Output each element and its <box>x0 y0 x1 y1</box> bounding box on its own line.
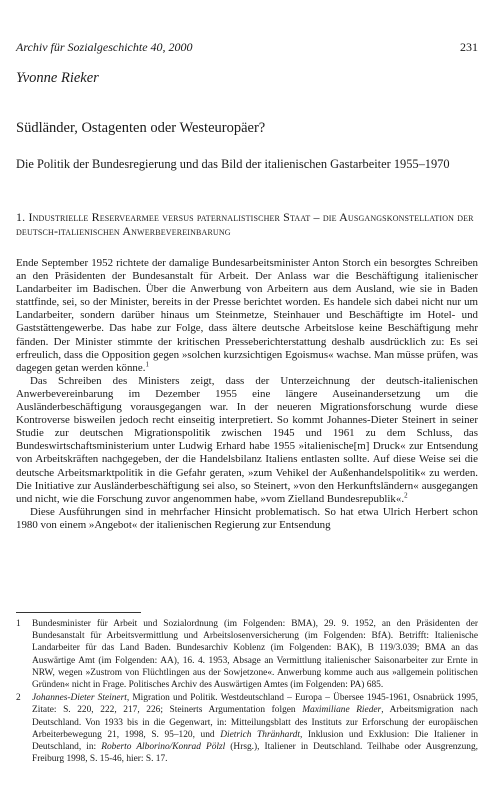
footnote-text: Bundesminister für Arbeit und Sozialordnung (im Folgenden: BMA), 29. 9. 1952, an den Präsidenten der Bundesanstalt für Arbeitsvermittlung und Arbeitslosenversicherung (im Folgenden: BfA). Betrifft: Italienische Landarbeiter für das Land Baden. Bundesarchiv Koblenz (im Folgenden: BAK), B 119/3.039; BMA an das Auswärtige Amt (im Folgenden: AA), 16. 4. 1953, Absage an Vermittlung italienischer Saisonarbeiter zur Ernte in NRW, wegen »Zustrom von Flüchtlingen aus der Sowjetzone«. Anwerbung komme auch aus »allgemein politischen Gründen« nicht in Frage. Politisches Archiv des Auswärtigen Amtes (im Folgenden: PA) 685. <box>32 619 478 691</box>
author-name: Yvonne Rieker <box>16 70 99 86</box>
footnote-divider <box>16 612 141 613</box>
section-heading-text: 1. Industrielle Reservearmee versus paternalistischer Staat – die Ausgangskonstellation der deutsch-italienischen Anwerbevereinbarung <box>16 210 474 238</box>
footnote-number: 1 <box>16 619 21 629</box>
paragraph-text: Ende September 1952 richtete der damalige Bundesarbeitsminister Anton Storch ein besorgtes Schreiben an den Präsidenten der Bundesanstalt für Arbeit. Der Anlass war die Beschäftigung italienischer Landarbeiter im Badischen. Über die Anwerbung von Arbeitern aus dem Ausland, wie sie in Baden stattfinde, sei, so der Minister, bereits in der Presse berichtet worden. Es handele sich dabei nicht nur um Landarbeiter, sondern darüber hinaus um Steinmetze, Steinhauer und Beschäftigte im Hotel- und Gaststättengewerbe. Das habe zur Folge, dass ältere deutsche Arbeitslose keine Beschäftigung mehr fänden. Der Minister stimmte der kritischen Presseberichterstattung deshalb ausdrücklich zu: Es sei erfreulich, dass die Opposition gegen »solchen kurzsichtigen Egoismus« wachse. Man müsse prüfen, was dagegen getan werden könne. <box>16 257 478 374</box>
footnote-number: 2 <box>16 693 21 704</box>
footnote <box>16 692 478 765</box>
footnotes <box>16 618 478 765</box>
footnote-segment: Dietrich Thränhardt <box>220 729 300 740</box>
footnote-ref[interactable]: 2 <box>404 491 408 500</box>
paragraph-text: Das Schreiben des Ministers zeigt, dass der Unterzeichnung der deutsch-italienischen Anwerbevereinbarung im Dezember 1955 eine längere Auseinandersetzung um die Ausländerbeschäftigung vorausgegangen war. In der neueren Migrationsforschung wurde diese Kontroverse bisweilen jedoch recht einseitig interpretiert. So kommt Johannes-Dieter Steinert in seiner Studie zur deutschen Migrationspolitik zwischen 1945 und 1961 zu dem Schluss, das Bundeswirtschaftsministerium unter Ludwig Erhard habe 1955 »italienische[m] Druck« zur Entsendung von Arbeitskräften nachgegeben, der die Handelsbilanz Italiens entlasten sollte. Auf diese Weise sei die deutsche Arbeitsmarktpolitik in die Gefahr geraten, »zum Vehikel der Außenhandelspolitik« zu werden. Die Initiative zur Ausländerbeschäftigung sei also, so Steinert, »von den Herkunftsländern« ausgegangen und nicht, wie die Forschung zuvor angenommen habe, »vom Zielland Bundesrepublik«. <box>16 374 478 505</box>
page-number: 231 <box>460 40 478 54</box>
footnote-segment: , Inklusion und Exklusion: Die Italiener in Deutschland, in: <box>32 729 479 753</box>
article-title: Südländer, Ostagenten oder Westeuropäer? <box>16 120 266 136</box>
footnote-segment: , Arbeitsmigration nach Deutschland. Von 1933 bis in die Gegenwart, in: Mitteilungsblatt des Instituts zur Erforschung der europäischen Arbeiterbewegung 21, 1998, S. 95–120, und <box>32 705 478 740</box>
body-text <box>16 257 478 532</box>
journal-reference: Archiv für Sozialgeschichte 40, 2000 <box>16 40 193 54</box>
section-heading <box>16 211 478 239</box>
paragraph-text: Diese Ausführungen sind in mehrfacher Hinsicht problematisch. So hat etwa Ulrich Herbert schon 1980 von einem »Angebot« der italienischen Regierung zur Entsendung <box>16 505 478 531</box>
footnote-segment: Johannes-Dieter Steinert <box>32 693 127 704</box>
footnote-segment: Maximiliane Rieder <box>302 705 382 716</box>
running-header <box>16 40 478 55</box>
paragraph <box>16 257 478 375</box>
footnote-segment: Roberto Alborino/Konrad Pölzl <box>101 742 226 753</box>
footnote-text <box>32 692 478 765</box>
paragraph <box>16 506 478 532</box>
footnote-ref[interactable]: 1 <box>145 360 149 369</box>
footnote-segment: , Migration und Politik. Westdeutschland – Europa – Übersee 1945-1961, Osnabrück 1995, Zitate: S. 220, 222, 217, 226; Steinerts Argumentation folgen <box>32 693 478 716</box>
paragraph <box>16 375 478 506</box>
article-subtitle: Die Politik der Bundesregierung und das Bild der italienischen Gastarbeiter 1955–1970 <box>16 157 450 171</box>
footnote-segment: (Hrsg.), Italiener in Deutschland. Teilhabe oder Ausgrenzung, Freiburg 1998, S. 15-46, hier: S. 17. <box>32 742 478 765</box>
footnote <box>16 618 478 691</box>
